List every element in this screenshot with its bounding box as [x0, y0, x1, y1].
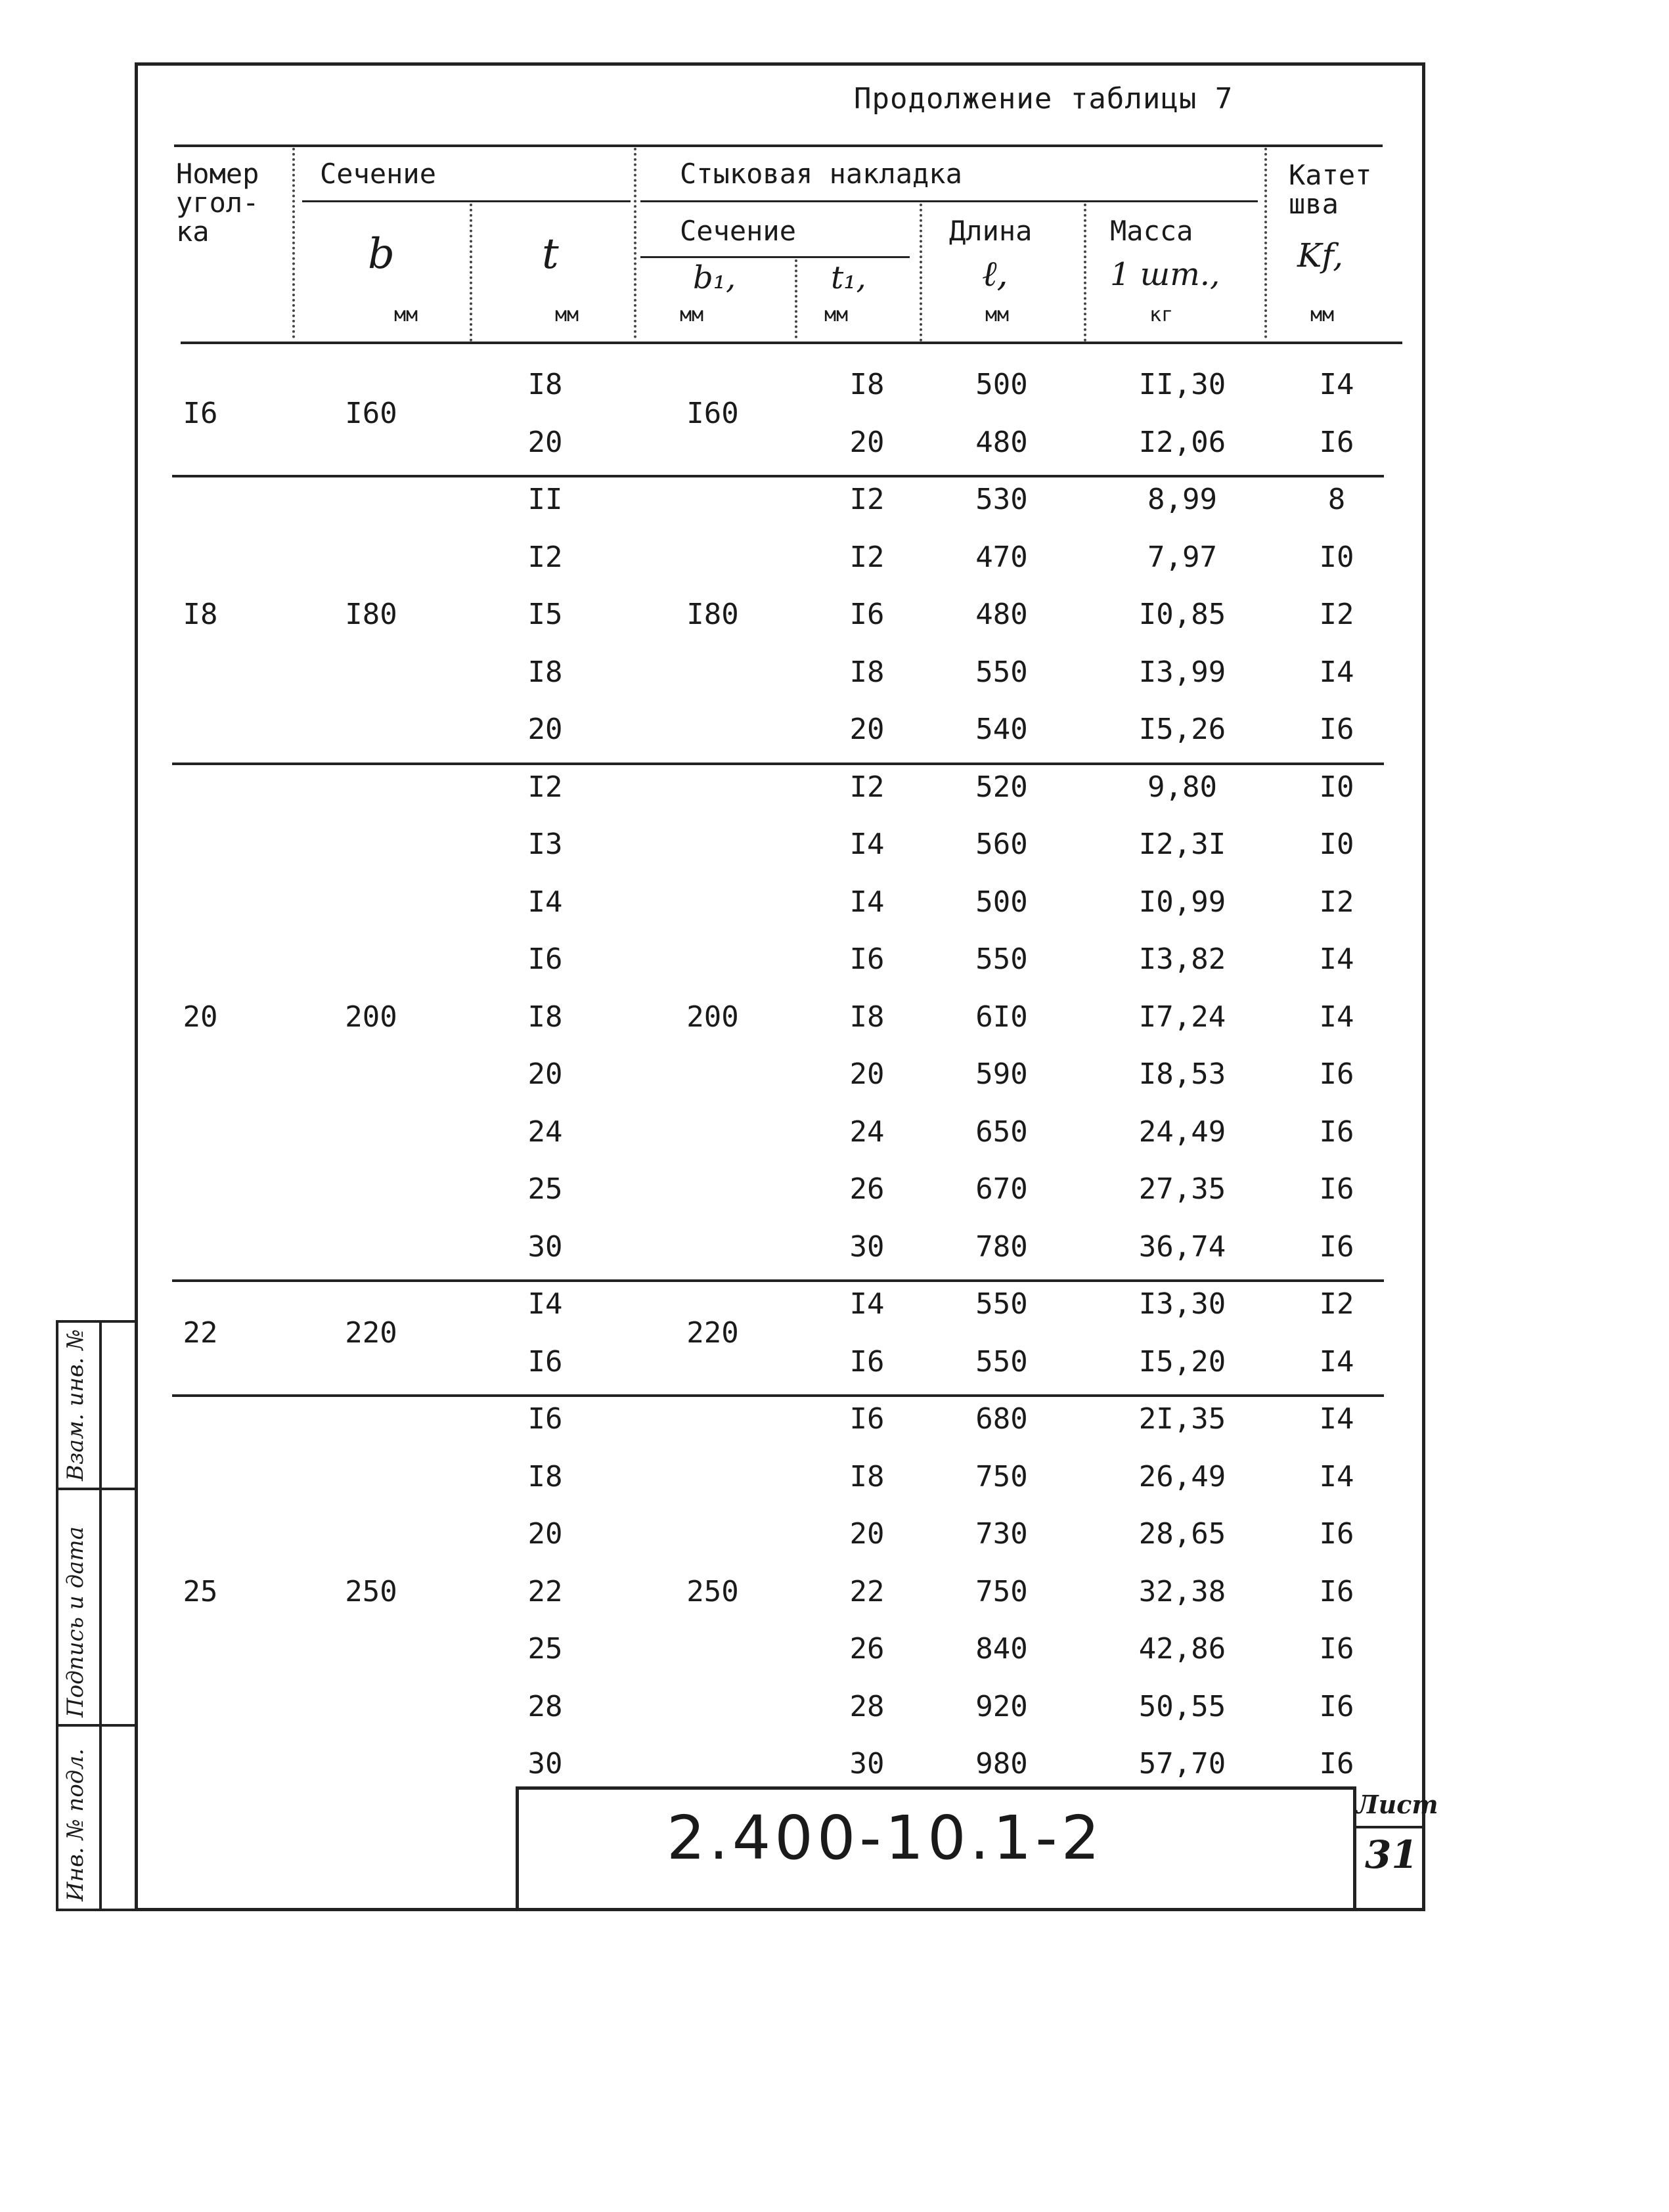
- header-section: Сечение: [320, 158, 437, 190]
- plate-t1-cell: I4: [849, 828, 885, 861]
- header-b1-unit: мм: [680, 303, 704, 326]
- group-separator: [172, 475, 1384, 477]
- length-cell: 650: [975, 1115, 1028, 1149]
- divider: [920, 204, 922, 342]
- leg-cell: I4: [1319, 942, 1354, 976]
- plate-t1-cell: I6: [849, 942, 885, 976]
- section-t-cell: I6: [527, 1402, 563, 1436]
- header-length-unit: мм: [985, 303, 1010, 326]
- mass-cell: 8,99: [1147, 483, 1217, 516]
- side-label-signature: Подпись и дата: [62, 1526, 89, 1717]
- sheet-separator: [1353, 1826, 1425, 1828]
- length-cell: 550: [975, 1287, 1028, 1321]
- section-t-cell: I8: [527, 1000, 563, 1034]
- section-t-cell: 28: [527, 1689, 563, 1723]
- mass-cell: I3,30: [1138, 1287, 1226, 1321]
- length-cell: 670: [975, 1172, 1028, 1206]
- mass-cell: I3,82: [1138, 942, 1226, 976]
- plate-t1-cell: I6: [849, 598, 885, 631]
- section-t-cell: 20: [527, 425, 563, 459]
- section-t-cell: 25: [527, 1172, 563, 1206]
- length-cell: 750: [975, 1459, 1028, 1493]
- length-cell: 550: [975, 1344, 1028, 1379]
- header-butt-plate: Стыковая накладка: [680, 158, 962, 190]
- header-t1-unit: мм: [824, 303, 849, 326]
- length-cell: 500: [975, 885, 1028, 919]
- section-t-cell: 20: [527, 1057, 563, 1091]
- header-bottom-rule: [181, 342, 1402, 344]
- section-t-cell: 24: [527, 1115, 563, 1149]
- mass-cell: 9,80: [1147, 770, 1217, 804]
- section-t-cell: I8: [527, 368, 563, 401]
- mass-cell: 32,38: [1138, 1574, 1226, 1608]
- document-number: 2.400-10.1-2: [667, 1803, 1104, 1873]
- section-t-cell: 20: [527, 1517, 563, 1551]
- plate-t1-cell: I2: [849, 540, 885, 574]
- length-cell: 980: [975, 1747, 1028, 1781]
- plate-t1-cell: I2: [849, 483, 885, 516]
- section-t-cell: I6: [527, 942, 563, 976]
- header-angle-no-1: Номер: [176, 158, 259, 190]
- divider: [795, 259, 797, 338]
- side-block-row-divider: [56, 1724, 138, 1727]
- mass-cell: 2I,35: [1138, 1402, 1226, 1436]
- section-t-cell: I3: [527, 828, 563, 861]
- mass-cell: 42,86: [1138, 1632, 1226, 1666]
- table-caption: Продолжение таблицы 7: [854, 82, 1234, 116]
- mass-cell: 57,70: [1138, 1747, 1226, 1781]
- mass-cell: I5,26: [1138, 713, 1226, 746]
- divider: [292, 148, 295, 338]
- mass-cell: 26,49: [1138, 1459, 1226, 1493]
- header-butt-section: Сечение: [680, 215, 797, 247]
- section-t-cell: 20: [527, 713, 563, 746]
- length-cell: 780: [975, 1229, 1028, 1264]
- header-leg-symbol: Kf,: [1297, 236, 1343, 275]
- header-top-rule: [174, 144, 1383, 147]
- leg-cell: I6: [1319, 1172, 1354, 1206]
- divider: [634, 148, 636, 338]
- header-b1-symbol: b₁,: [693, 259, 736, 296]
- leg-cell: I4: [1319, 1402, 1354, 1436]
- plate-t1-cell: 20: [849, 713, 885, 746]
- plate-t1-cell: 30: [849, 1229, 885, 1264]
- mass-cell: I2,3I: [1138, 828, 1226, 861]
- mass-cell: 24,49: [1138, 1115, 1226, 1149]
- mass-cell: I2,06: [1138, 425, 1226, 459]
- plate-t1-cell: I6: [849, 1344, 885, 1379]
- side-label-replacement: Взам. инв. №: [62, 1329, 89, 1481]
- plate-t1-cell: 20: [849, 1517, 885, 1551]
- divider: [470, 204, 472, 342]
- leg-cell: I6: [1319, 1517, 1354, 1551]
- header-length-symbol: ℓ,: [982, 253, 1008, 294]
- section-b-cell: I60: [345, 396, 397, 430]
- leg-cell: I0: [1319, 770, 1354, 804]
- leg-cell: I4: [1319, 1000, 1354, 1034]
- section-b-cell: 200: [345, 1000, 397, 1034]
- header-section-rule: [302, 200, 631, 202]
- angle-number-cell: 25: [183, 1574, 218, 1608]
- leg-cell: I6: [1319, 425, 1354, 459]
- leg-cell: I2: [1319, 885, 1354, 919]
- plate-t1-cell: 28: [849, 1689, 885, 1723]
- plate-t1-cell: I8: [849, 1459, 885, 1493]
- length-cell: 480: [975, 425, 1028, 459]
- header-mass: Масса: [1110, 215, 1193, 247]
- length-cell: 550: [975, 942, 1028, 976]
- plate-t1-cell: 26: [849, 1632, 885, 1666]
- leg-cell: I4: [1319, 655, 1354, 689]
- leg-cell: I4: [1319, 1459, 1354, 1493]
- length-cell: 500: [975, 368, 1028, 401]
- side-label-inventory: Инв. № подл.: [62, 1748, 89, 1901]
- side-block-row-divider: [56, 1488, 138, 1490]
- section-b-cell: 250: [345, 1574, 397, 1608]
- leg-cell: I2: [1319, 598, 1354, 631]
- divider: [1084, 204, 1086, 342]
- angle-number-cell: 22: [183, 1316, 218, 1350]
- plate-t1-cell: 22: [849, 1574, 885, 1608]
- mass-cell: 27,35: [1138, 1172, 1226, 1206]
- plate-b1-cell: I60: [686, 396, 739, 430]
- length-cell: 530: [975, 483, 1028, 516]
- group-separator: [172, 1279, 1384, 1282]
- leg-cell: 8: [1327, 483, 1346, 516]
- plate-t1-cell: 20: [849, 425, 885, 459]
- header-t1-symbol: t₁,: [831, 259, 866, 296]
- angle-number-cell: I8: [183, 598, 218, 631]
- section-t-cell: I5: [527, 598, 563, 631]
- length-cell: 680: [975, 1402, 1028, 1436]
- mass-cell: 7,97: [1147, 540, 1217, 574]
- plate-t1-cell: I2: [849, 770, 885, 804]
- length-cell: 470: [975, 540, 1028, 574]
- section-b-cell: 220: [345, 1316, 397, 1350]
- plate-t1-cell: 24: [849, 1115, 885, 1149]
- header-butt-rule: [640, 200, 1258, 202]
- plate-t1-cell: I8: [849, 655, 885, 689]
- plate-t1-cell: 20: [849, 1057, 885, 1091]
- length-cell: 730: [975, 1517, 1028, 1551]
- length-cell: 840: [975, 1632, 1028, 1666]
- mass-cell: I0,99: [1138, 885, 1226, 919]
- leg-cell: I6: [1319, 1229, 1354, 1264]
- plate-b1-cell: 250: [686, 1574, 739, 1608]
- plate-b1-cell: 200: [686, 1000, 739, 1034]
- section-t-cell: I4: [527, 885, 563, 919]
- angle-number-cell: I6: [183, 396, 218, 430]
- header-b-unit: мм: [394, 303, 418, 326]
- section-b-cell: I80: [345, 598, 397, 631]
- leg-cell: I2: [1319, 1287, 1354, 1321]
- header-leg-2: шва: [1289, 188, 1339, 220]
- section-t-cell: I2: [527, 770, 563, 804]
- plate-t1-cell: I8: [849, 1000, 885, 1034]
- section-t-cell: 30: [527, 1747, 563, 1781]
- header-leg-unit: мм: [1310, 303, 1335, 326]
- leg-cell: I4: [1319, 368, 1354, 401]
- leg-cell: I6: [1319, 1057, 1354, 1091]
- header-leg-1: Катет: [1289, 159, 1372, 191]
- mass-cell: 28,65: [1138, 1517, 1226, 1551]
- section-t-cell: I4: [527, 1287, 563, 1321]
- leg-cell: I4: [1319, 1344, 1354, 1379]
- section-t-cell: I2: [527, 540, 563, 574]
- leg-cell: I0: [1319, 828, 1354, 861]
- section-t-cell: 25: [527, 1632, 563, 1666]
- header-butt-section-rule: [640, 256, 910, 258]
- length-cell: 560: [975, 828, 1028, 861]
- section-t-cell: I8: [527, 1459, 563, 1493]
- sheet-label: Лист: [1356, 1790, 1438, 1819]
- section-t-cell: I8: [527, 655, 563, 689]
- plate-t1-cell: I4: [849, 885, 885, 919]
- length-cell: 920: [975, 1689, 1028, 1723]
- mass-cell: 36,74: [1138, 1229, 1226, 1264]
- header-angle-no-3: ка: [176, 215, 210, 248]
- plate-t1-cell: I4: [849, 1287, 885, 1321]
- leg-cell: I6: [1319, 1115, 1354, 1149]
- header-angle-no-2: угол-: [176, 187, 259, 219]
- divider: [1264, 148, 1267, 338]
- group-separator: [172, 1394, 1384, 1397]
- plate-t1-cell: 26: [849, 1172, 885, 1206]
- length-cell: 540: [975, 713, 1028, 746]
- plate-t1-cell: 30: [849, 1747, 885, 1781]
- length-cell: 480: [975, 598, 1028, 631]
- header-t-unit: мм: [555, 303, 579, 326]
- plate-t1-cell: I6: [849, 1402, 885, 1436]
- section-t-cell: 30: [527, 1229, 563, 1264]
- group-separator: [172, 763, 1384, 765]
- mass-cell: I7,24: [1138, 1000, 1226, 1034]
- header-mass-symbol: 1 шт.,: [1110, 256, 1220, 293]
- header-b-symbol: b: [368, 230, 395, 278]
- leg-cell: I0: [1319, 540, 1354, 574]
- plate-b1-cell: 220: [686, 1316, 739, 1350]
- header-length: Длина: [949, 215, 1033, 247]
- angle-number-cell: 20: [183, 1000, 218, 1034]
- header-t-symbol: t: [542, 230, 559, 278]
- leg-cell: I6: [1319, 1747, 1354, 1781]
- mass-cell: II,30: [1138, 368, 1226, 401]
- length-cell: 520: [975, 770, 1028, 804]
- mass-cell: I0,85: [1138, 598, 1226, 631]
- leg-cell: I6: [1319, 1689, 1354, 1723]
- sheet-number: 31: [1365, 1832, 1418, 1877]
- section-t-cell: 22: [527, 1574, 563, 1608]
- length-cell: 6I0: [975, 1000, 1028, 1034]
- mass-cell: 50,55: [1138, 1689, 1226, 1723]
- leg-cell: I6: [1319, 1632, 1354, 1666]
- length-cell: 550: [975, 655, 1028, 689]
- plate-b1-cell: I80: [686, 598, 739, 631]
- plate-t1-cell: I8: [849, 368, 885, 401]
- header-mass-unit: кг: [1149, 303, 1174, 326]
- mass-cell: I5,20: [1138, 1344, 1226, 1379]
- leg-cell: I6: [1319, 1574, 1354, 1608]
- leg-cell: I6: [1319, 713, 1354, 746]
- section-t-cell: II: [527, 483, 563, 516]
- mass-cell: I3,99: [1138, 655, 1226, 689]
- section-t-cell: I6: [527, 1344, 563, 1379]
- mass-cell: I8,53: [1138, 1057, 1226, 1091]
- length-cell: 750: [975, 1574, 1028, 1608]
- length-cell: 590: [975, 1057, 1028, 1091]
